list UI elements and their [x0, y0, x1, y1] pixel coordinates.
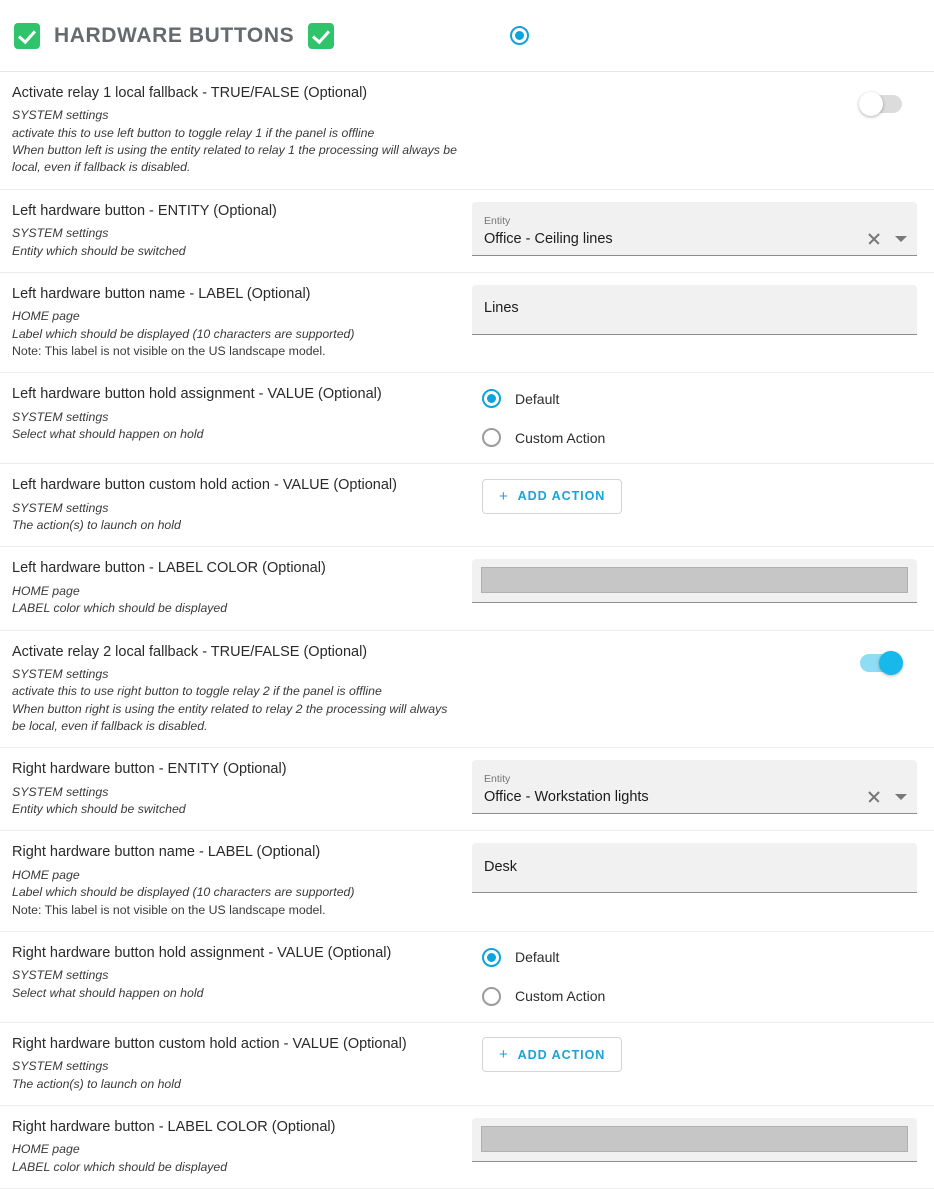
row-scope: HOME page: [12, 583, 80, 598]
row-description: activate this to use left button to toggle relay 1 if the panel is offline: [12, 125, 375, 140]
row-scope: HOME page: [12, 1142, 80, 1157]
clear-icon[interactable]: [867, 790, 881, 804]
row-label: Right hardware button custom hold action - VALUE (Optional): [12, 1035, 407, 1052]
color-field[interactable]: [472, 559, 917, 603]
row-left-hardware-button-custom-hold-action: [0, 464, 934, 547]
toggle-knob: [859, 92, 883, 116]
radio-button[interactable]: [482, 987, 501, 1006]
row-control: [472, 1035, 920, 1075]
row-control: [472, 944, 920, 1010]
row-description: Label which should be displayed (10 characters are supported): [12, 885, 355, 900]
radio-option-label: Default: [515, 390, 560, 407]
toggle-wrapper: [472, 95, 920, 113]
row-left-hardware-button-name: [0, 273, 934, 373]
text-field-value: Lines: [484, 300, 519, 317]
radio-group: [472, 944, 605, 1010]
row-note: Note: This label is not visible on the US landscape model.: [12, 344, 326, 358]
row-label-block: [12, 476, 472, 534]
row-control: [472, 476, 920, 516]
row-description: Entity which should be switched: [12, 243, 186, 258]
text-field[interactable]: [472, 843, 917, 893]
row-scope: SYSTEM settings: [12, 409, 109, 424]
radio-button[interactable]: [482, 948, 501, 967]
entity-field-column: [484, 773, 859, 806]
row-note: Note: This label is not visible on the US landscape model.: [12, 902, 326, 917]
entity-field-value: Office - Workstation lights: [484, 789, 649, 806]
row-label-block: [12, 559, 472, 617]
row-label: Left hardware button custom hold action - VALUE (Optional): [12, 477, 397, 494]
row-label-block: [12, 1118, 472, 1176]
toggle-wrapper: [472, 654, 920, 672]
entity-field[interactable]: [472, 760, 917, 814]
row-label-block: [12, 1035, 472, 1093]
settings-rows: [0, 72, 934, 1189]
row-label-block: [12, 643, 472, 736]
check-icon-right[interactable]: [308, 23, 334, 49]
row-left-hardware-button-hold-assignment: [0, 373, 934, 464]
add-action-label: ADD ACTION: [517, 1047, 606, 1062]
row-label: Left hardware button - LABEL COLOR (Optional): [12, 560, 326, 577]
row-control: [472, 385, 920, 451]
radio-button[interactable]: [482, 389, 501, 408]
section-header: [0, 0, 934, 72]
row-control: [472, 202, 920, 256]
radio-option[interactable]: [472, 428, 605, 447]
row-control: [472, 559, 920, 603]
row-control: [472, 1118, 920, 1162]
row-description: Select what should happen on hold: [12, 427, 204, 442]
entity-field-icons: [867, 790, 907, 806]
chevron-down-icon[interactable]: [895, 794, 907, 800]
radio-group: [472, 385, 605, 451]
radio-option[interactable]: [472, 987, 605, 1006]
row-label: Right hardware button hold assignment - VALUE (Optional): [12, 944, 392, 961]
text-field[interactable]: [472, 285, 917, 335]
row-label-block: [12, 285, 472, 360]
row-description: Entity which should be switched: [12, 802, 186, 817]
text-field-value: Desk: [484, 858, 518, 875]
add-action-button[interactable]: [482, 1037, 622, 1072]
row-control: [472, 760, 920, 814]
entity-field-label: Entity: [484, 214, 511, 227]
row-label: Activate relay 2 local fallback - TRUE/FALSE (Optional): [12, 643, 368, 660]
row-scope: SYSTEM settings: [12, 968, 109, 983]
row-left-hardware-button-label-color: [0, 547, 934, 630]
row-label: Left hardware button hold assignment - VALUE (Optional): [12, 386, 382, 403]
row-description: Label which should be displayed (10 characters are supported): [12, 326, 355, 341]
row-label: Activate relay 1 local fallback - TRUE/FALSE (Optional): [12, 85, 368, 101]
row-right-hardware-button-custom-hold-action: [0, 1023, 934, 1106]
row-label: Left hardware button - ENTITY (Optional): [12, 202, 277, 219]
radio-option-label: Default: [515, 949, 560, 966]
radio-option-label: Custom Action: [515, 429, 606, 446]
entity-field-value: Office - Ceiling lines: [484, 230, 613, 247]
row-scope: SYSTEM settings: [12, 1059, 109, 1074]
row-relay1-local-fallback: [0, 72, 934, 190]
entity-field-column: [484, 215, 859, 248]
row-left-hardware-button-entity: [0, 190, 934, 273]
row-label: Left hardware button name - LABEL (Optional): [12, 285, 311, 302]
row-scope: HOME page: [12, 867, 80, 882]
plus-icon: +: [499, 1046, 509, 1064]
color-swatch[interactable]: [481, 567, 908, 593]
row-right-hardware-button-name: [0, 831, 934, 931]
clear-icon[interactable]: [867, 232, 881, 246]
row-description: LABEL color which should be displayed: [12, 1159, 228, 1174]
row-right-hardware-button-label-color: [0, 1106, 934, 1189]
toggle-switch[interactable]: [860, 654, 902, 672]
add-action-label: ADD ACTION: [517, 489, 606, 504]
row-scope: SYSTEM settings: [12, 108, 109, 123]
chevron-down-icon[interactable]: [895, 236, 907, 242]
header-radio[interactable]: [510, 26, 529, 45]
row-description: The action(s) to launch on hold: [12, 518, 181, 533]
row-control: [472, 285, 920, 335]
entity-field[interactable]: [472, 202, 917, 256]
row-relay2-local-fallback: [0, 631, 934, 749]
color-field[interactable]: [472, 1118, 917, 1162]
row-label-block: [12, 944, 472, 1002]
check-icon-left[interactable]: [14, 23, 40, 49]
add-action-button[interactable]: [482, 479, 622, 514]
row-right-hardware-button-hold-assignment: [0, 932, 934, 1023]
row-control: [472, 843, 920, 893]
row-scope: SYSTEM settings: [12, 500, 109, 515]
row-description: The action(s) to launch on hold: [12, 1076, 181, 1091]
row-label: Right hardware button - ENTITY (Optional): [12, 761, 287, 778]
toggle-knob: [879, 651, 903, 675]
row-scope: HOME page: [12, 309, 80, 324]
toggle-switch[interactable]: [860, 95, 902, 113]
radio-option-label: Custom Action: [515, 988, 606, 1005]
row-control: [472, 643, 920, 683]
row-label-block: [12, 84, 472, 177]
radio-option[interactable]: [472, 389, 605, 408]
row-label-block: [12, 760, 472, 818]
row-description: activate this to use right button to toggle relay 2 if the panel is offline: [12, 684, 382, 699]
row-label: Right hardware button name - LABEL (Optional): [12, 844, 321, 861]
page-title: HARDWARE BUTTONS: [54, 23, 295, 47]
row-description: LABEL color which should be displayed: [12, 601, 228, 616]
row-label-block: [12, 385, 472, 443]
row-label-block: [12, 202, 472, 260]
row-description: When button left is using the entity related to relay 1 the processing will always be local, even if fallback is disabled.: [12, 143, 457, 175]
row-description: Select what should happen on hold: [12, 985, 204, 1000]
row-scope: SYSTEM settings: [12, 784, 109, 799]
entity-field-label: Entity: [484, 773, 511, 786]
row-scope: SYSTEM settings: [12, 226, 109, 241]
color-swatch[interactable]: [481, 1126, 908, 1152]
row-label-block: [12, 843, 472, 918]
plus-icon: +: [499, 487, 509, 505]
row-description: When button right is using the entity related to relay 2 the processing will always be local, even if fallback is disabled.: [12, 701, 448, 733]
row-label: Right hardware button - LABEL COLOR (Optional): [12, 1119, 336, 1135]
radio-button[interactable]: [482, 428, 501, 447]
row-right-hardware-button-entity: [0, 748, 934, 831]
row-control: [472, 84, 920, 124]
entity-field-icons: [867, 232, 907, 248]
radio-option[interactable]: [472, 948, 605, 967]
header-radio-wrapper: [510, 26, 529, 45]
row-scope: SYSTEM settings: [12, 666, 109, 681]
